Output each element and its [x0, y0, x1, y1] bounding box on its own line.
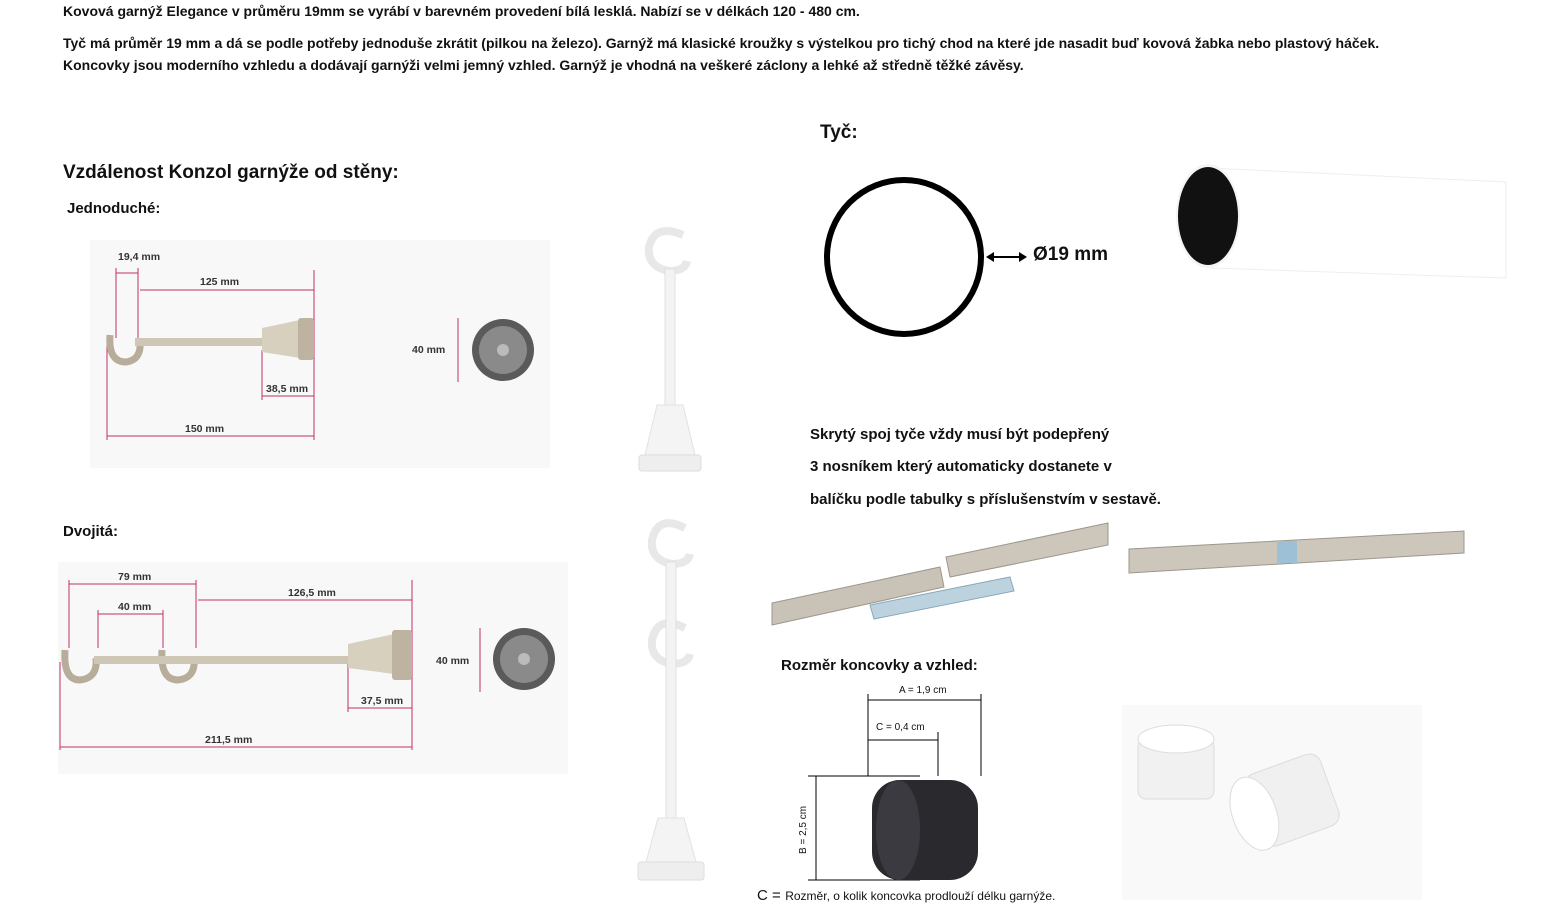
endcap-dim-b: B = 2,5 cm: [798, 805, 809, 854]
endcap-note-text: Rozměr, o kolik koncovka prodlouží délku garnýže.: [785, 889, 1056, 903]
svg-text:211,5 mm: 211,5 mm: [205, 734, 253, 746]
white-single-bracket-photo: [595, 205, 745, 480]
rod-joint-closed-photo: [1127, 525, 1467, 585]
joint-note-3: balíčku podle tabulky s příslušenstvím v sestavě.: [810, 491, 1161, 508]
svg-text:38,5 mm: 38,5 mm: [266, 383, 309, 395]
joint-note-2: 3 nosníkem který automaticky dostanete v: [810, 458, 1112, 475]
single-bracket-label: Jednoduché:: [67, 200, 161, 217]
joint-note-1: Skrytý spoj tyče vždy musí být podepřený: [810, 426, 1110, 443]
endcap-dimension-diagram: [780, 680, 1000, 890]
endcap-note-letter: C =: [757, 887, 781, 904]
endcap-note: [757, 887, 1055, 905]
svg-text:40 mm: 40 mm: [436, 655, 470, 667]
svg-text:150 mm: 150 mm: [185, 423, 225, 435]
white-rod-photo: [1170, 150, 1510, 340]
svg-text:40 mm: 40 mm: [118, 601, 152, 613]
brackets-heading: Vzdálenost Konzol garnýže od stěny:: [63, 162, 399, 183]
double-bracket-diagram: [58, 562, 568, 774]
svg-text:40 mm: 40 mm: [412, 344, 446, 356]
svg-text:37,5 mm: 37,5 mm: [361, 695, 404, 707]
single-bracket-diagram: [90, 240, 550, 468]
svg-text:79 mm: 79 mm: [118, 571, 152, 583]
svg-text:19,4 mm: 19,4 mm: [118, 251, 161, 263]
endcap-dim-c: C = 0,4 cm: [876, 722, 925, 733]
double-bracket-label: Dvojitá:: [63, 523, 119, 540]
intro-line-3: Koncovky jsou moderního vzhledu a dodávají garnýži velmi jemný vzhled. Garnýž je vhodná na veškeré záclony a lehké až středně těžké závěsy.: [63, 57, 1024, 73]
intro-line-2: Tyč má průměr 19 mm a dá se podle potřeby jednoduše zkrátit (pilkou na železo). Garnýž má klasické kroužky s výstelkou pro tichý chod na které jde nasadit buď kovová žabka nebo plastový háček.: [63, 35, 1380, 51]
white-endcap-photo: [1122, 705, 1422, 900]
endcap-heading: Rozměr koncovky a vzhled:: [781, 657, 978, 674]
white-double-bracket-photo: [570, 500, 770, 910]
rod-joint-open-photo: [770, 515, 1110, 635]
svg-text:125 mm: 125 mm: [200, 276, 240, 288]
rod-diameter-label: Ø19 mm: [1033, 244, 1108, 265]
svg-text:126,5 mm: 126,5 mm: [288, 587, 336, 599]
endcap-dim-a: A = 1,9 cm: [899, 685, 947, 696]
rod-heading: Tyč:: [820, 122, 858, 143]
intro-line-1: Kovová garnýž Elegance v průměru 19mm se vyrábí v barevném provedení bílá lesklá. Nabízí se v délkách 120 - 480 cm.: [63, 3, 860, 19]
